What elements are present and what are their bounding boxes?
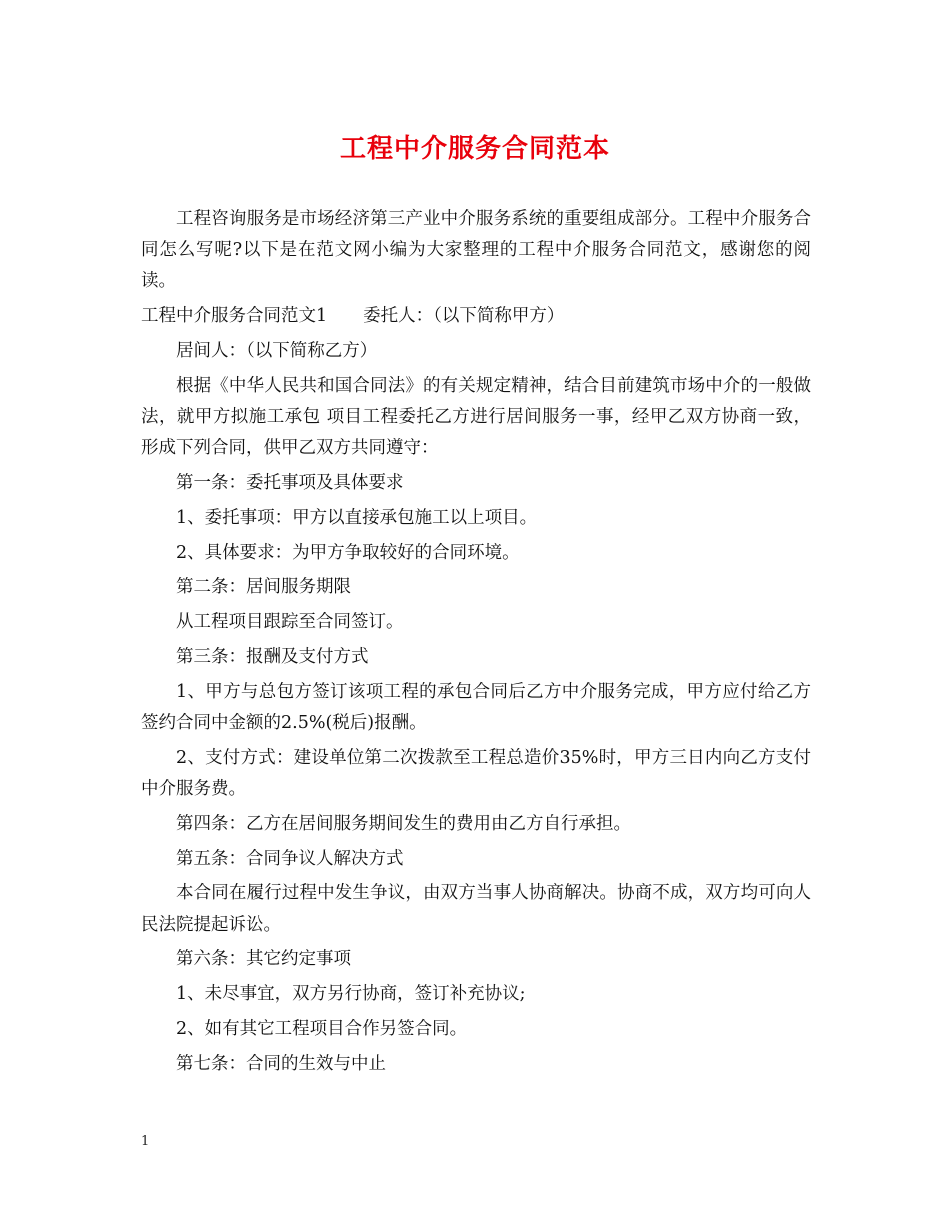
sample-heading: 工程中介服务合同范文1 — [141, 306, 328, 327]
article-7-title: 第七条：合同的生效与中止 — [176, 1053, 386, 1074]
document-title: 工程中介服务合同范本 — [339, 134, 610, 164]
article-6-item-1: 1、未尽事宜，双方另行协商，签订补充协议; — [176, 984, 526, 1005]
client-label: 委托人：（以下简称甲方） — [363, 306, 565, 327]
article-1-item-2: 2、具体要求：为甲方争取较好的合同环境。 — [176, 542, 520, 563]
article-4-title: 第四条：乙方在居间服务期间发生的费用由乙方自行承担。 — [176, 813, 631, 834]
intro-paragraph: 工程咨询服务是市场经济第三产业中介服务系统的重要组成部分。工程中介服务合同怎么写呢?以下是在范文网小编为大家整理的工程中介服务合同范文，感谢您的阅读。 — [141, 209, 811, 292]
sample-heading-line — [141, 301, 811, 332]
article-1-item-1: 1、委托事项：甲方以直接承包施工以上项目。 — [176, 507, 538, 528]
article-5-title: 第五条：合同争议人解决方式 — [176, 848, 404, 869]
article-2-title: 第二条：居间服务期限 — [176, 577, 351, 598]
article-3-title: 第三条：报酬及支付方式 — [176, 646, 369, 667]
intermediary-label: 居间人：（以下简称乙方） — [176, 341, 378, 361]
article-3-item-1: 1、甲方与总包方签订该项工程的承包合同后乙方中介服务完成，甲方应付给乙方签约合同中金额的2.5%(税后)报酬。 — [141, 681, 811, 733]
article-2-text: 从工程项目跟踪至合同签订。 — [176, 612, 404, 633]
document-body — [141, 204, 811, 1084]
article-3-item-2: 2、支付方式：建设单位第二次拨款至工程总造价35%时，甲方三日内向乙方支付中介服务费。 — [141, 747, 811, 799]
article-6-title: 第六条：其它约定事项 — [176, 949, 351, 970]
preamble-paragraph: 根据《中华人民共和国合同法》的有关规定精神，结合目前建筑市场中介的一般做法，就甲方拟施工承包 项目工程委托乙方进行居间服务一事，经甲乙双方协商一致，形成下列合同，供甲乙双方共同遵守： — [141, 375, 811, 459]
article-1-title: 第一条：委托事项及具体要求 — [176, 473, 404, 493]
article-5-text: 本合同在履行过程中发生争议，由双方当事人协商解决。协商不成，双方均可向人民法院提起诉讼。 — [141, 883, 811, 935]
page-number: 1 — [141, 1134, 150, 1149]
article-6-item-2: 2、如有其它工程项目合作另签合同。 — [176, 1018, 468, 1039]
